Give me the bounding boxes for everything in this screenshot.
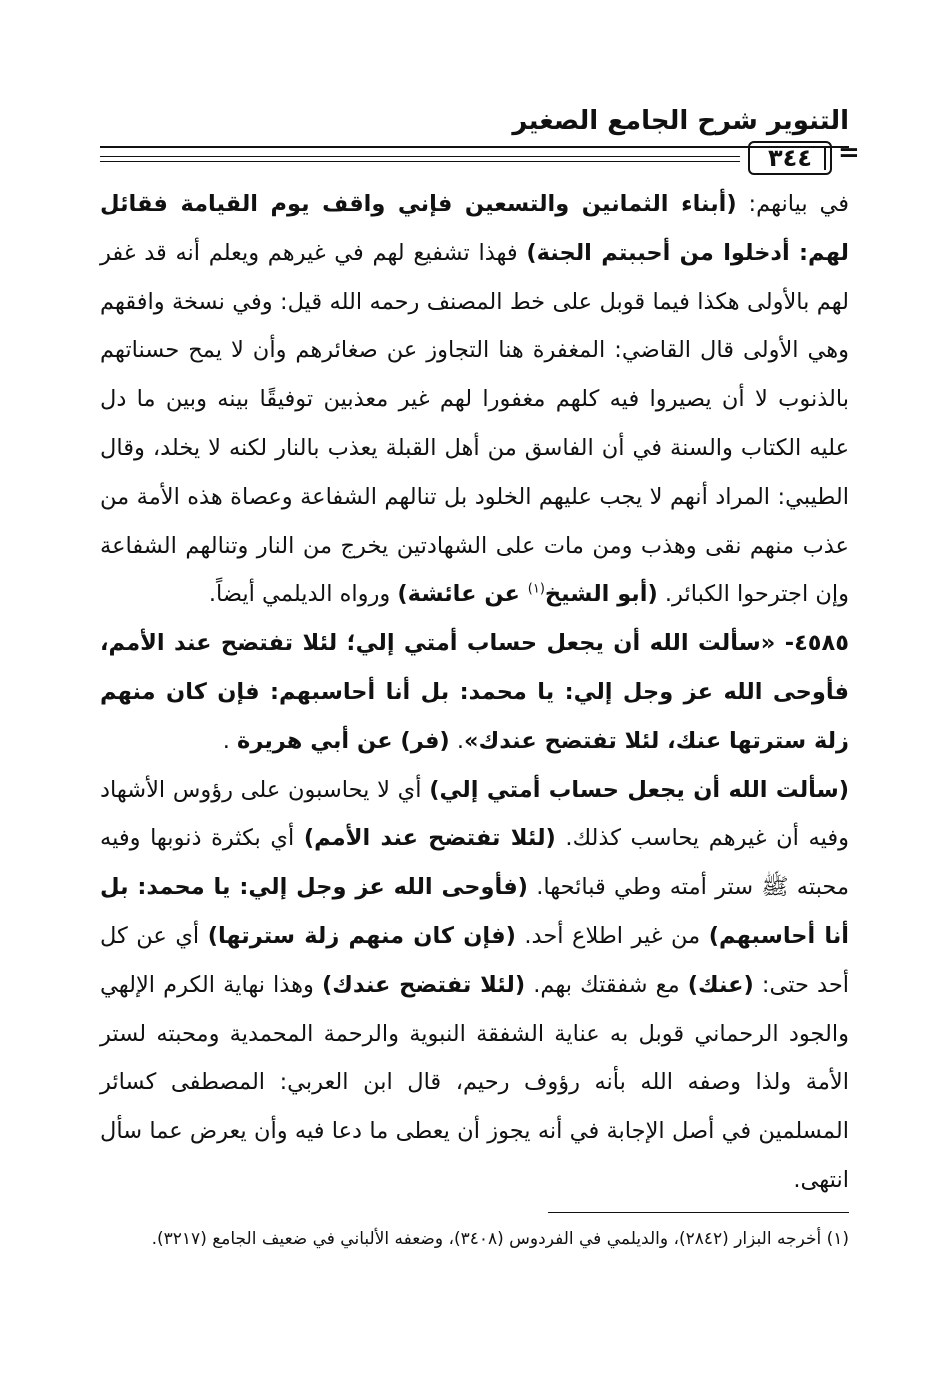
footnote-marker[interactable]: (١) xyxy=(527,581,545,597)
footnote-1: (١) أخرجه البزار (٢٨٤٢)، والديلمي في الفردوس (٣٤٠٨)، وضعفه الألباني في ضعيف الجامع (٣٢١٧). xyxy=(151,1229,849,1249)
hadith-4585: ٤٥٨٥- «سألت الله أن يجعل حساب أمتي إلي؛ لئلا تفتضح عند الأمم، فأوحى الله عز وجل إلي: يا محمد: بل أنا أحاسبهم: فإن كان منهم زلة سترتها عنك، لئلا تفتضح عندك». (فر) عن أبي هريرة . xyxy=(100,630,850,754)
source-attribution: (أبو الشيخ xyxy=(544,581,658,608)
header-double-rule-bottom xyxy=(100,161,740,162)
hadith-number: ٤٥٨٥- xyxy=(775,630,850,657)
book-page xyxy=(100,0,860,1380)
header-ornament: = xyxy=(838,138,860,168)
header-rule xyxy=(100,146,849,148)
paragraph-commentary-1: في بيانهم: (أبناء الثمانين والتسعين فإني واقف يوم القيامة فقائل لهم: أدخلوا من أحببتم الجنة) فهذا تشفيع لهم في غيرهم ويعلم أنه قد غفر لهم بالأولى هكذا فيما قوبل على خط المصنف رحمه الله قيل: وفي نسخة وافقهم وهي الأولى قال القاضي: المغفرة هنا التجاوز عن صغائرهم وأن لا يمح حسناتهم بالذنوب لا أن يصيروا فيه كلهم مغفورا لهم غير معذبين توفيقًا بينه وبين ما دل عليه الكتاب والسنة في أن الفاسق من أهل القبلة يعذب بالنار لكنه لا يخلد، وقال الطيبي: المراد أنهم لا يجب عليهم الخلود بل تنالهم الشفاعة وعصاة هذه الأمة من عذب منهم نقى وهذب ومن مات على الشهادتين يخرج من النار وتنالهم الشفاعة وإن اجترحوا الكبائر. (أبو الشيخ$^{(١)}$ عن عائشة) ورواه الديلمي أيضاً. xyxy=(100,191,849,608)
source-attribution-end: عن عائشة) xyxy=(397,581,528,608)
page-number-box xyxy=(748,141,832,175)
paragraph-commentary-2: (سألت الله أن يجعل حساب أمتي إلي) أي لا يحاسبون على رؤوس الأشهاد وفيه أن غيرهم يحاسب كذلك. (لئلا تفتضح عند الأمم) أي بكثرة ذنوبها وفيه محبته ﷺ ستر أمته وطي قبائحها. (فأوحى الله عز وجل إلي: يا محمد: بل أنا أحاسبهم) من غير اطلاع أحد. (فإن كان منهم زلة سترتها) أي عن كل أحد حتى: (عنك) مع شفقتك بهم. (لئلا تفتضح عندك) وهذا نهاية الكرم الإلهي والجود الرحماني قوبل به عناية الشفقة النبوية والرحمة المحمدية ومحبته لستر الأمة ولذا وصفه الله بأنه رؤوف رحيم، قال ابن العربي: المصطفى كسائر المسلمين في أصل الإجابة في أنه يجوز أن يعطى ما دعا فيه وأن يعرض عما سأل انتهى. xyxy=(100,776,850,1193)
footnote-separator xyxy=(548,1212,849,1213)
quoted-hadith-text: (أبناء الثمانين والتسعين فإني واقف يوم القيامة فقائل لهم: أدخلوا من أحببتم الجنة) xyxy=(100,191,849,266)
main-text xyxy=(100,180,849,1205)
hadith-source: (فر) عن أبي هريرة xyxy=(237,727,450,754)
hadith-text: «سألت الله أن يجعل حساب أمتي إلي؛ لئلا تفتضح عند الأمم، فأوحى الله عز وجل إلي: يا محمد: بل أنا أحاسبهم: فإن كان منهم زلة سترتها عنك، لئلا تفتضح عندك» xyxy=(100,630,849,754)
page-number: ٣٤٤ xyxy=(768,144,812,172)
running-header-title: التنوير شرح الجامع الصغير xyxy=(512,106,849,136)
header-double-rule-top xyxy=(100,156,740,157)
